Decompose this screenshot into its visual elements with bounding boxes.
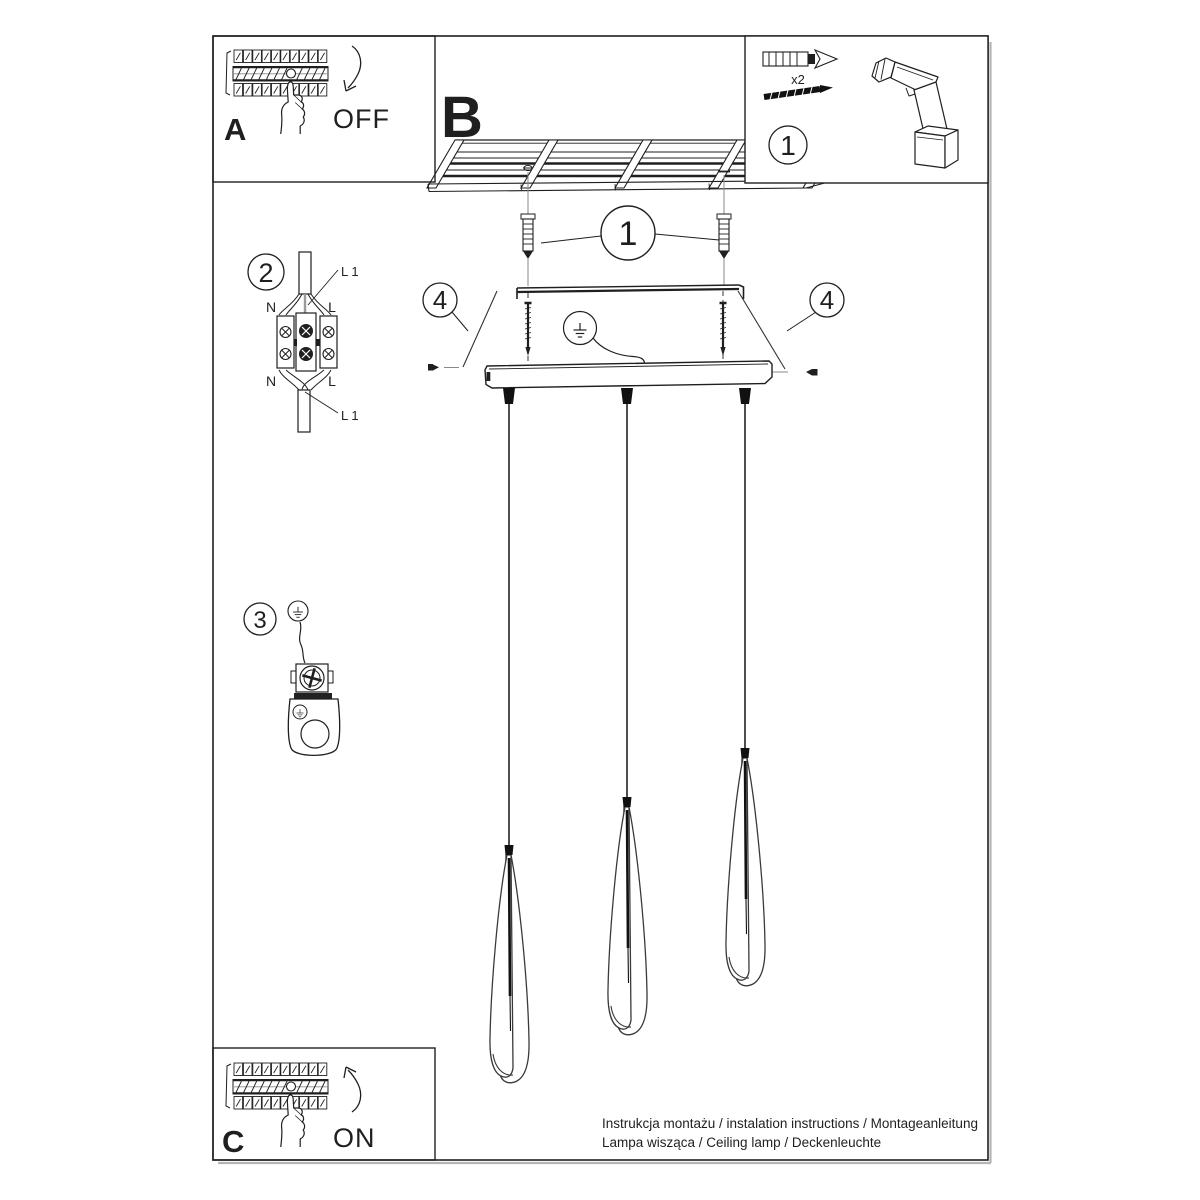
panel-a-action: OFF xyxy=(333,104,390,134)
rail-end-screw-right xyxy=(772,369,818,376)
assembly-diagram xyxy=(423,172,844,1083)
pendant-shade-middle xyxy=(608,797,647,1035)
footer-captions xyxy=(602,1116,978,1150)
parts-box xyxy=(745,36,988,183)
supply-cable-top xyxy=(299,252,311,294)
on-arrow-icon xyxy=(344,1067,361,1112)
grounding-step xyxy=(244,601,340,755)
pendant-shade-right xyxy=(726,748,765,986)
quantity-label: x2 xyxy=(791,72,805,87)
mount-screw-right xyxy=(720,303,727,356)
wall-plug-left xyxy=(521,214,535,259)
callout-ground-number: 3 xyxy=(253,607,267,634)
wall-plug-right xyxy=(717,214,731,259)
callout-screws-number: 1 xyxy=(618,215,638,253)
cable-glands xyxy=(503,388,751,404)
footer-line-2: Lampa wisząca / Ceiling lamp / Deckenleuchte xyxy=(602,1135,882,1150)
section-b-label: B xyxy=(441,85,483,150)
parts-step-badge xyxy=(769,126,807,164)
ceiling-rail xyxy=(485,361,772,388)
panel-c-label: C xyxy=(222,1124,245,1159)
off-arrow-icon xyxy=(344,46,361,91)
earth-symbol-badge xyxy=(288,601,308,621)
callout-screws xyxy=(541,206,719,260)
label-l-top: L xyxy=(328,299,336,315)
footer-line-1: Instrukcja montażu / instalation instructions / Montageanleitung xyxy=(602,1116,978,1131)
label-n-bottom: N xyxy=(265,373,277,389)
callout-rail-right-number: 4 xyxy=(819,285,835,315)
panel-c-action: ON xyxy=(333,1123,376,1153)
wiring-step xyxy=(248,252,359,432)
pendant-shade-left xyxy=(490,845,529,1083)
earth-wire xyxy=(300,622,305,663)
sheet-frame xyxy=(213,36,991,1163)
label-l1-top: L 1 xyxy=(341,264,359,279)
mounting-bracket xyxy=(517,285,744,299)
terminal-block xyxy=(277,313,337,371)
callout-rail-right xyxy=(787,283,844,331)
callout-rail-left xyxy=(423,283,468,331)
earth-badge xyxy=(564,312,645,364)
rail-end-screw-left xyxy=(428,364,459,371)
panel-c-power-on xyxy=(213,1048,435,1160)
mount-screw-left xyxy=(525,303,532,356)
label-n-top: N xyxy=(265,299,277,315)
callout-rail-left-number: 4 xyxy=(432,285,448,315)
parts-step-number: 1 xyxy=(780,130,796,161)
mounting-bracket-part xyxy=(288,693,339,755)
label-l-bottom: L xyxy=(328,373,336,389)
callout-wiring-number: 2 xyxy=(258,258,274,288)
panel-a-power-off xyxy=(213,36,435,182)
panel-a-label: A xyxy=(224,112,247,147)
supply-cable-bottom xyxy=(298,390,310,432)
earth-terminal xyxy=(291,664,333,692)
label-l1-bottom: L 1 xyxy=(341,408,359,423)
